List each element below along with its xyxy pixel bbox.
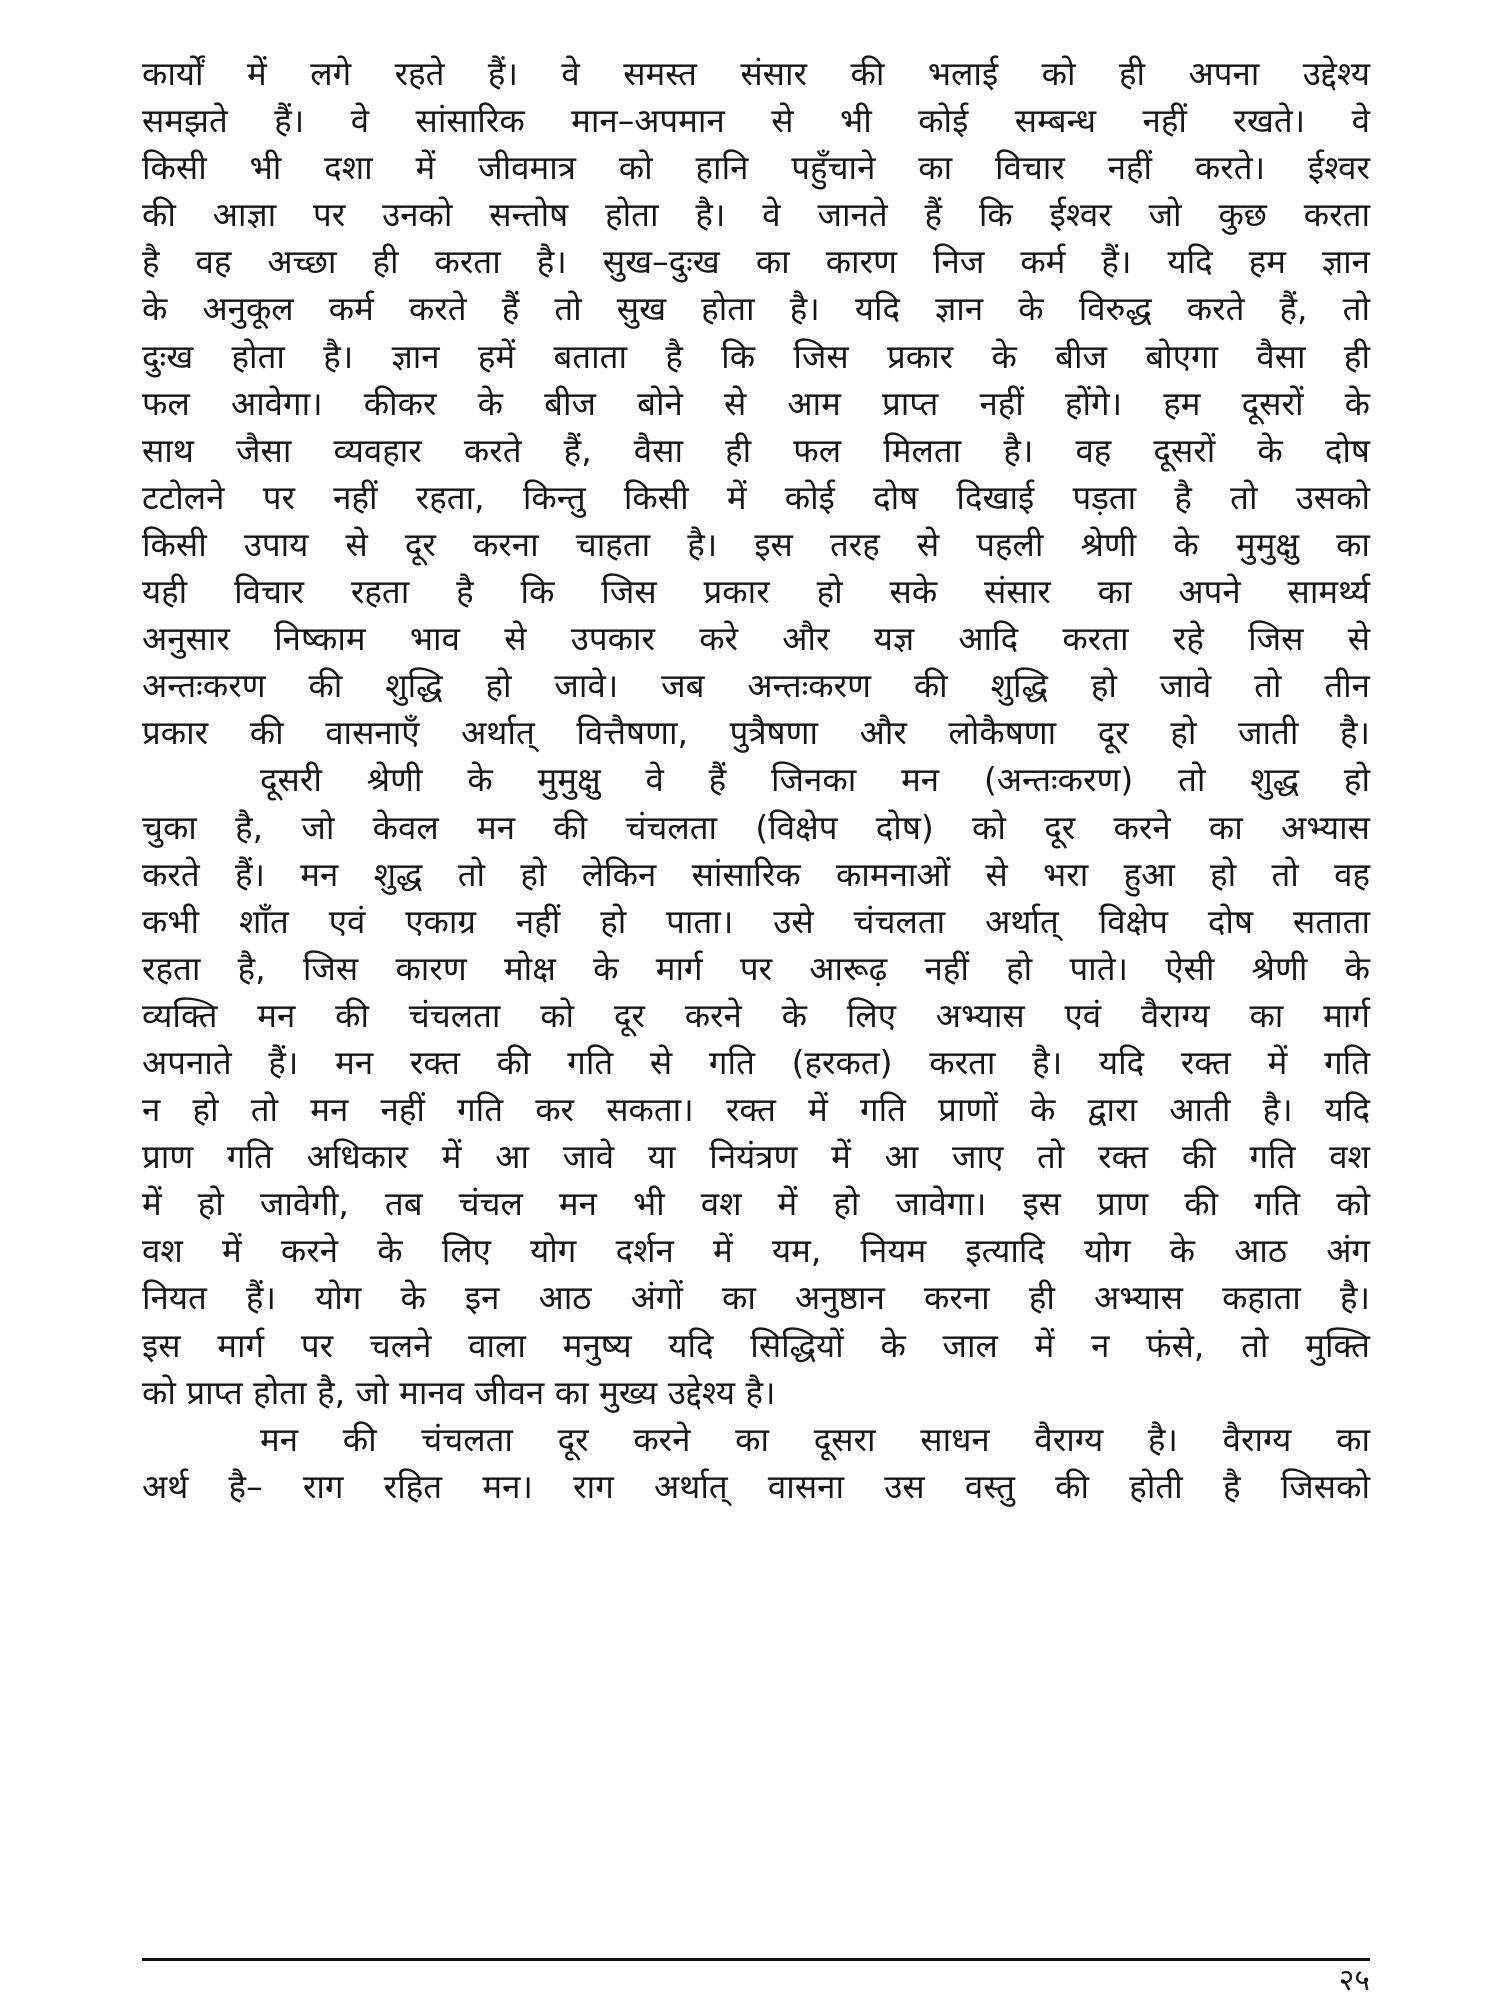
paragraph-start-line: दूसरी श्रेणी के मुमुक्षु वे हैं जिनका मन (अन्तःकरण) तो शुद्ध हो xyxy=(260,760,1370,800)
text-line: के अनुकूल कर्म करते हैं तो सुख होता है। यदि ज्ञान के विरुद्ध करते हैं, तो xyxy=(142,289,1370,329)
paragraph-end-line: को प्राप्त होता है, जो मानव जीवन का मुख्य उद्देश्य है। xyxy=(142,1372,776,1412)
text-line: अनुसार निष्काम भाव से उपकार करे और यज्ञ आदि करता रहे जिस से xyxy=(142,619,1370,659)
text-line: रहता है, जिस कारण मोक्ष के मार्ग पर आरूढ़ नहीं हो पाते। ऐसी श्रेणी के xyxy=(142,948,1370,988)
text-line: अर्थ है– राग रहित मन। राग अर्थात् वासना उस वस्तु की होती है जिसको xyxy=(142,1466,1370,1506)
body-text xyxy=(142,50,1370,1510)
text-line: कार्यों में लगे रहते हैं। वे समस्त संसार की भलाई को ही अपना उद्देश्य xyxy=(142,54,1370,93)
footer-divider xyxy=(142,1958,1370,1961)
paragraph-start-line: मन की चंचलता दूर करने का दूसरा साधन वैराग्य है। वैराग्य का xyxy=(260,1419,1370,1459)
text-line: किसी भी दशा में जीवमात्र को हानि पहुँचाने का विचार नहीं करते। ईश्वर xyxy=(142,148,1370,188)
text-line: में हो जावेगी, तब चंचल मन भी वश में हो जावेगा। इस प्राण की गति को xyxy=(142,1184,1370,1224)
text-line: न हो तो मन नहीं गति कर सकता। रक्त में गति प्राणों के द्वारा आती है। यदि xyxy=(142,1090,1370,1130)
text-line: यही विचार रहता है कि जिस प्रकार हो सके संसार का अपने सामर्थ्य xyxy=(142,572,1370,612)
text-line: साथ जैसा व्यवहार करते हैं, वैसा ही फल मिलता है। वह दूसरों के दोष xyxy=(142,430,1370,470)
text-line: प्रकार की वासनाएँ अर्थात् वित्तैषणा, पुत्रैषणा और लोकैषणा दूर हो जाती है। xyxy=(142,713,1370,753)
text-line: की आज्ञा पर उनको सन्तोष होता है। वे जानते हैं कि ईश्वर जो कुछ करता xyxy=(142,195,1370,235)
text-line: प्राण गति अधिकार में आ जावे या नियंत्रण में आ जाए तो रक्त की गति वश xyxy=(142,1137,1370,1177)
text-line: कभी शाँत एवं एकाग्र नहीं हो पाता। उसे चंचलता अर्थात् विक्षेप दोष सताता xyxy=(142,901,1370,941)
text-line: इस मार्ग पर चलने वाला मनुष्य यदि सिद्धियों के जाल में न फंसे, तो मुक्ति xyxy=(142,1325,1370,1365)
text-line: अन्तःकरण की शुद्धि हो जावे। जब अन्तःकरण की शुद्धि हो जावे तो तीन xyxy=(142,666,1370,706)
text-line: करते हैं। मन शुद्ध तो हो लेकिन सांसारिक कामनाओं से भरा हुआ हो तो वह xyxy=(142,854,1370,894)
text-line: दुःख होता है। ज्ञान हमें बताता है कि जिस प्रकार के बीज बोएगा वैसा ही xyxy=(142,336,1370,376)
text-line: है वह अच्छा ही करता है। सुख–दुःख का कारण निज कर्म हैं। यदि हम ज्ञान xyxy=(142,242,1370,282)
text-line: फल आवेगा। कीकर के बीज बोने से आम प्राप्त नहीं होंगे। हम दूसरों के xyxy=(142,383,1370,423)
text-line: नियत हैं। योग के इन आठ अंगों का अनुष्ठान करना ही अभ्यास कहाता है। xyxy=(142,1278,1370,1318)
text-line: समझते हैं। वे सांसारिक मान–अपमान से भी कोई सम्बन्ध नहीं रखते। वे xyxy=(142,101,1370,141)
text-line: चुका है, जो केवल मन की चंचलता (विक्षेप दोष) को दूर करने का अभ्यास xyxy=(142,807,1370,847)
text-line: व्यक्ति मन की चंचलता को दूर करने के लिए अभ्यास एवं वैराग्य का मार्ग xyxy=(142,995,1370,1035)
text-line: अपनाते हैं। मन रक्त की गति से गति (हरकत) करता है। यदि रक्त में गति xyxy=(142,1042,1370,1082)
text-line: टटोलने पर नहीं रहता, किन्तु किसी में कोई दोष दिखाई पड़ता है तो उसको xyxy=(142,477,1370,517)
text-line: वश में करने के लिए योग दर्शन में यम, नियम इत्यादि योग के आठ अंग xyxy=(142,1231,1370,1271)
text-line: किसी उपाय से दूर करना चाहता है। इस तरह से पहली श्रेणी के मुमुक्षु का xyxy=(142,524,1370,564)
page-number: २५ xyxy=(1338,1963,1370,1998)
